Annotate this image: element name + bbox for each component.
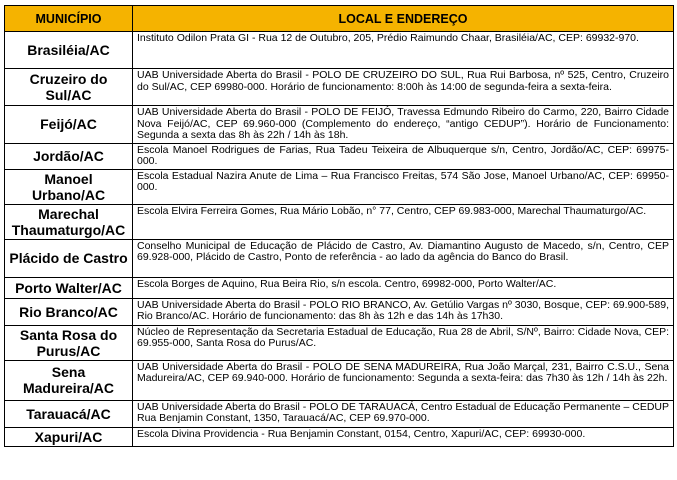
municipio-cell: Xapuri/AC bbox=[5, 427, 133, 446]
table-row bbox=[5, 239, 674, 277]
table-row bbox=[5, 204, 674, 239]
table-row bbox=[5, 69, 674, 106]
local-cell: Escola Borges de Aquino, Rua Beira Rio, s/n escola. Centro, 69982-000, Porto Walter/AC. bbox=[133, 277, 674, 298]
table-row bbox=[5, 427, 674, 446]
local-cell: Escola Elvira Ferreira Gomes, Rua Mário Lobão, n° 77, Centro, CEP 69.983-000, Marechal Thaumaturgo/AC. bbox=[133, 204, 674, 239]
locations-table-wrapper bbox=[4, 5, 673, 447]
local-cell: Escola Divina Providencia - Rua Benjamin Constant, 0154, Centro, Xapuri/AC, CEP: 69930-000. bbox=[133, 427, 674, 446]
local-cell: Núcleo de Representação da Secretaria Estadual de Educação, Rua 28 de Abril, S/Nº, Bairro: Cidade Nova, CEP: 69.955-000, Santa Rosa do Purus/AC. bbox=[133, 325, 674, 360]
municipio-cell: Feijó/AC bbox=[5, 106, 133, 144]
table-row bbox=[5, 143, 674, 169]
municipio-cell: Rio Branco/AC bbox=[5, 298, 133, 325]
municipio-cell: Marechal Thaumaturgo/AC bbox=[5, 204, 133, 239]
municipio-cell: Jordão/AC bbox=[5, 143, 133, 169]
municipio-cell: Plácido de Castro bbox=[5, 239, 133, 277]
table-row bbox=[5, 106, 674, 144]
municipio-cell: Sena Madureira/AC bbox=[5, 360, 133, 400]
table-row bbox=[5, 400, 674, 427]
municipio-cell: Manoel Urbano/AC bbox=[5, 169, 133, 204]
table-row bbox=[5, 277, 674, 298]
municipio-cell: Brasiléia/AC bbox=[5, 32, 133, 69]
local-cell: UAB Universidade Aberta do Brasil - POLO RIO BRANCO, Av. Getúlio Vargas nº 3030, Bosque, CEP: 69.900-589, Rio Branco/AC. Horário de funcionamento: das 8h às 12h e das 14h às 17h30. bbox=[133, 298, 674, 325]
local-cell: Instituto Odilon Prata GI - Rua 12 de Outubro, 205, Prédio Raimundo Chaar, Brasiléia/AC, CEP: 69932-970. bbox=[133, 32, 674, 69]
table-row bbox=[5, 325, 674, 360]
local-cell: UAB Universidade Aberta do Brasil - POLO DE SENA MADUREIRA, Rua João Marçal, 231, Bairro C.S.U., Sena Madureira/AC, CEP 69.940-000. Horário de funcionamento: Segunda a sexta-feira: das 7h30 às 12h / 14h às 22h. bbox=[133, 360, 674, 400]
table-row bbox=[5, 360, 674, 400]
municipio-cell: Porto Walter/AC bbox=[5, 277, 133, 298]
local-cell: UAB Universidade Aberta do Brasil - POLO DE TARAUACÁ, Centro Estadual de Educação Permanente – CEDUP Rua Benjamin Constant, 1350, Tarauacá/AC, CEP 69.970-000. bbox=[133, 400, 674, 427]
local-cell: UAB Universidade Aberta do Brasil - POLO DE CRUZEIRO DO SUL, Rua Rui Barbosa, nº 525, Centro, Cruzeiro do Sul/AC, CEP 69980-000. Horário de funcionamento: 8:00h às 14:00 de segunda-feira a sexta-feira. bbox=[133, 69, 674, 106]
locations-table bbox=[4, 5, 674, 447]
local-cell: Escola Manoel Rodrigues de Farias, Rua Tadeu Teixeira de Albuquerque s/n, Centro, Jordão/AC, CEP: 69975-000. bbox=[133, 143, 674, 169]
local-cell: Conselho Municipal de Educação de Plácido de Castro, Av. Diamantino Augusto de Macedo, s/n, Centro, CEP 69.928-000, Plácido de Castro, Ponto de referência - ao lado da agência do Banco do Brasil. bbox=[133, 239, 674, 277]
table-row bbox=[5, 32, 674, 69]
municipio-cell: Santa Rosa do Purus/AC bbox=[5, 325, 133, 360]
table-row bbox=[5, 298, 674, 325]
municipio-cell: Cruzeiro do Sul/AC bbox=[5, 69, 133, 106]
header-municipio: MUNICÍPIO bbox=[5, 6, 133, 32]
table-row bbox=[5, 169, 674, 204]
municipio-cell: Tarauacá/AC bbox=[5, 400, 133, 427]
header-local-endereco: LOCAL E ENDEREÇO bbox=[133, 6, 674, 32]
local-cell: UAB Universidade Aberta do Brasil - POLO DE FEIJÓ, Travessa Edmundo Ribeiro do Carmo, 220, Bairro Cidade Nova Feijó/AC, CEP 69.960-000 (Complemento do endereço, “antigo CEDUP”). Horário de Funcionamento: Segunda a sexta das 8h às 22h / 14h às 18h. bbox=[133, 106, 674, 144]
local-cell: Escola Estadual Nazira Anute de Lima – Rua Francisco Freitas, 574 São Jose, Manoel Urbano/AC, CEP: 69950-000. bbox=[133, 169, 674, 204]
table-header-row bbox=[5, 6, 674, 32]
